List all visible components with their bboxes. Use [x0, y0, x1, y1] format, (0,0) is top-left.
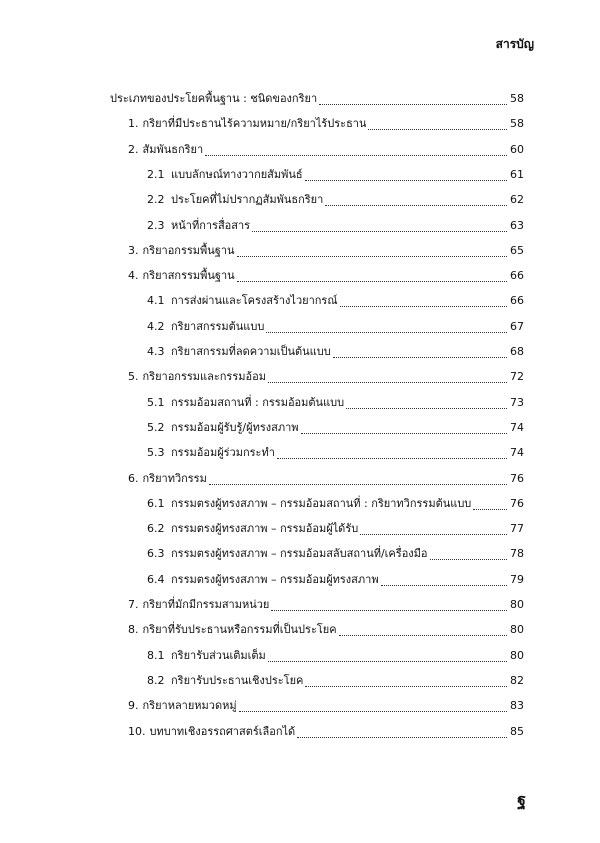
toc-entry [110, 494, 524, 514]
toc-entry-title: สัมพันธกริยา [142, 142, 204, 156]
toc-entry [110, 216, 524, 236]
toc-entry-number: 2.2 [147, 193, 165, 207]
toc-entry-page: 65 [510, 243, 524, 257]
toc-entry [110, 570, 524, 590]
toc-entry-page: 79 [510, 572, 524, 586]
toc-entry-page: 82 [510, 673, 524, 687]
toc-entry-page: 67 [510, 319, 524, 333]
toc-entry [110, 241, 524, 261]
toc-entry-leader [360, 534, 507, 535]
toc-entry-number: 4.2 [147, 319, 165, 333]
toc-entry-leader [237, 281, 507, 282]
page-number: ฐ [517, 790, 526, 809]
toc-entry-page: 80 [510, 598, 524, 611]
toc-entry-page: 76 [510, 496, 524, 510]
toc-entry-page: 58 [510, 92, 524, 105]
toc-entry-title: กริยาที่มีประธานไร้ความหมาย/กริยาไร้ประธาน [142, 117, 367, 131]
toc-entry-number: 4.3 [147, 345, 165, 358]
toc-entry-number: 5.3 [147, 446, 165, 460]
toc-entry [110, 544, 524, 564]
toc-entry-leader [339, 635, 507, 636]
toc-entry-leader [252, 231, 507, 232]
toc-entry-leader [205, 155, 507, 156]
toc-entry-title: แบบลักษณ์ทางวากยสัมพันธ์ [171, 167, 303, 181]
toc-entry-title: กริยาสกรรมที่ลดความเป็นต้นแบบ [171, 345, 331, 358]
toc-entry-number: 5. [128, 370, 139, 384]
toc-entry-number: 7. [128, 598, 139, 611]
toc-entry [110, 418, 524, 438]
toc-entry-title: กริยาทวิกรรม [142, 471, 207, 485]
toc-entry-leader [381, 585, 507, 586]
toc-entry-leader [333, 357, 507, 358]
toc-entry [110, 722, 524, 742]
toc-entry-number: 2. [128, 142, 139, 156]
toc-entry-leader [473, 509, 507, 510]
toc-entry [110, 620, 524, 640]
toc-entry-title: กริยารับประธานเชิงประโยค [171, 673, 304, 687]
toc-entry [110, 140, 524, 160]
toc-entry [110, 671, 524, 691]
toc-entry-title: กริยาสกรรมต้นแบบ [171, 319, 265, 333]
toc-entry [110, 89, 524, 109]
toc-entry-number: 8. [128, 623, 139, 637]
toc-entry-title: กริยาอกรรมพื้นฐาน [142, 243, 235, 257]
toc-entry-leader [301, 433, 507, 434]
toc-entry-title: กรรมอ้อมสถานที่ : กรรมอ้อมต้นแบบ [171, 395, 345, 409]
toc-entry-page: 62 [510, 193, 524, 207]
toc-entry-title: การส่งผ่านและโครงสร้างไวยากรณ์ [171, 294, 338, 308]
toc-entry [110, 317, 524, 337]
toc-entry-leader [266, 332, 507, 333]
toc-entry-title: ประเภทของประโยคพื้นฐาน : ชนิดของกริยา [110, 92, 318, 105]
toc-entry-leader [368, 129, 507, 130]
toc-entry-leader [237, 256, 507, 257]
toc-entry-title: บทบาทเชิงอรรถศาสตร์เลือกได้ [149, 724, 296, 738]
toc-entry [110, 114, 524, 134]
toc-entry [110, 266, 524, 286]
toc-entry [110, 696, 524, 716]
toc-entry-number: 3. [128, 243, 139, 257]
toc-entry-leader [340, 306, 507, 307]
toc-entry-title: ประโยคที่ไม่ปรากฏสัมพันธกริยา [171, 193, 324, 207]
toc-entry-number: 10. [128, 724, 146, 738]
toc-entry-title: กรรมอ้อมผู้รับรู้/ผู้ทรงสภาพ [171, 420, 299, 434]
toc-entry [110, 190, 524, 210]
toc-entry-page: 77 [510, 522, 524, 536]
toc-entry-leader [268, 382, 507, 383]
toc-entry-title: กรรมตรงผู้ทรงสภาพ – กรรมอ้อมสลับสถานที่/เครื่องมือ [171, 547, 428, 561]
toc-entry-title: กรรมตรงผู้ทรงสภาพ – กรรมอ้อมผู้ได้รับ [171, 522, 359, 536]
toc-entry-leader [305, 686, 507, 687]
toc-entry-page: 60 [510, 142, 524, 156]
toc-entry [110, 342, 524, 362]
toc-entry-title: กรรมอ้อมผู้ร่วมกระทำ [171, 446, 275, 460]
toc-entry-leader [277, 458, 507, 459]
toc-entry-title: กรรมตรงผู้ทรงสภาพ – กรรมอ้อมสถานที่ : กริยาทวิกรรมต้นแบบ [171, 496, 472, 510]
toc-entry [110, 291, 524, 311]
toc-entry-page: 68 [510, 345, 524, 358]
toc-entry-number: 4.1 [147, 294, 165, 308]
page-header-title: สารบัญ [495, 37, 534, 51]
toc-entry [110, 646, 524, 666]
toc-entry [110, 165, 524, 185]
toc-entry-page: 61 [510, 167, 524, 181]
toc-entry-page: 83 [510, 699, 524, 713]
toc-entry-page: 74 [510, 446, 524, 460]
toc-entry-number: 1. [128, 117, 139, 131]
toc-entry-leader [209, 484, 507, 485]
toc-entry-page: 63 [510, 218, 524, 232]
toc-entry-page: 80 [510, 623, 524, 637]
toc-entry-leader [271, 610, 507, 611]
toc-entry-leader [346, 408, 507, 409]
toc-entry-leader [268, 661, 507, 662]
toc-entry-number: 9. [128, 699, 139, 713]
toc-entry-number: 2.1 [147, 167, 165, 181]
toc-entry-title: กริยารับส่วนเติมเต็ม [171, 648, 266, 662]
toc-entry [110, 443, 524, 463]
toc-entry-number: 6.2 [147, 522, 165, 536]
toc-entry-leader [430, 559, 507, 560]
toc-entry-page: 66 [510, 294, 524, 308]
toc-entry-leader [325, 205, 507, 206]
toc-entry-number: 2.3 [147, 218, 165, 232]
toc-entry-page: 74 [510, 420, 524, 434]
toc-entry-page: 78 [510, 547, 524, 561]
toc-entry-page: 76 [510, 471, 524, 485]
toc-entry-leader [319, 104, 507, 105]
toc-entry-number: 6. [128, 471, 139, 485]
toc-entry-leader [305, 180, 507, 181]
toc-entry-title: กริยาสกรรมพื้นฐาน [142, 269, 235, 283]
toc-entry [110, 519, 524, 539]
toc-entry [110, 367, 524, 387]
toc-entry [110, 393, 524, 413]
toc-entry-number: 6.1 [147, 496, 165, 510]
toc-entry-title: กริยาอกรรมและกรรมอ้อม [142, 370, 266, 384]
toc-entry-page: 85 [510, 724, 524, 738]
toc-entry-page: 66 [510, 269, 524, 283]
toc-entry-leader [239, 711, 507, 712]
toc-entry-page: 72 [510, 370, 524, 384]
toc-entry-number: 8.2 [147, 673, 165, 687]
toc-entry-number: 6.3 [147, 547, 165, 561]
toc-entry-number: 5.2 [147, 420, 165, 434]
toc-entry [110, 469, 524, 489]
toc-entry-leader [297, 737, 507, 738]
toc-entry [110, 595, 524, 615]
toc-entry-page: 73 [510, 395, 524, 409]
toc-entry-title: กริยาที่รับประธานหรือกรรมที่เป็นประโยค [142, 623, 337, 637]
toc-entry-title: กริยาที่มักมีกรรมสามหน่วย [142, 598, 270, 611]
toc-entry-page: 80 [510, 648, 524, 662]
toc-entry-page: 58 [510, 117, 524, 131]
toc-entry-number: 8.1 [147, 648, 165, 662]
toc-entry-title: กริยาหลายหมวดหมู่ [142, 699, 237, 713]
toc-entry-title: หน้าที่การสื่อสาร [171, 218, 251, 232]
toc-entry-number: 5.1 [147, 395, 165, 409]
toc-entry-number: 6.4 [147, 572, 165, 586]
toc-entry-title: กรรมตรงผู้ทรงสภาพ – กรรมอ้อมผู้ทรงสภาพ [171, 572, 379, 586]
toc-entry-number: 4. [128, 269, 139, 283]
